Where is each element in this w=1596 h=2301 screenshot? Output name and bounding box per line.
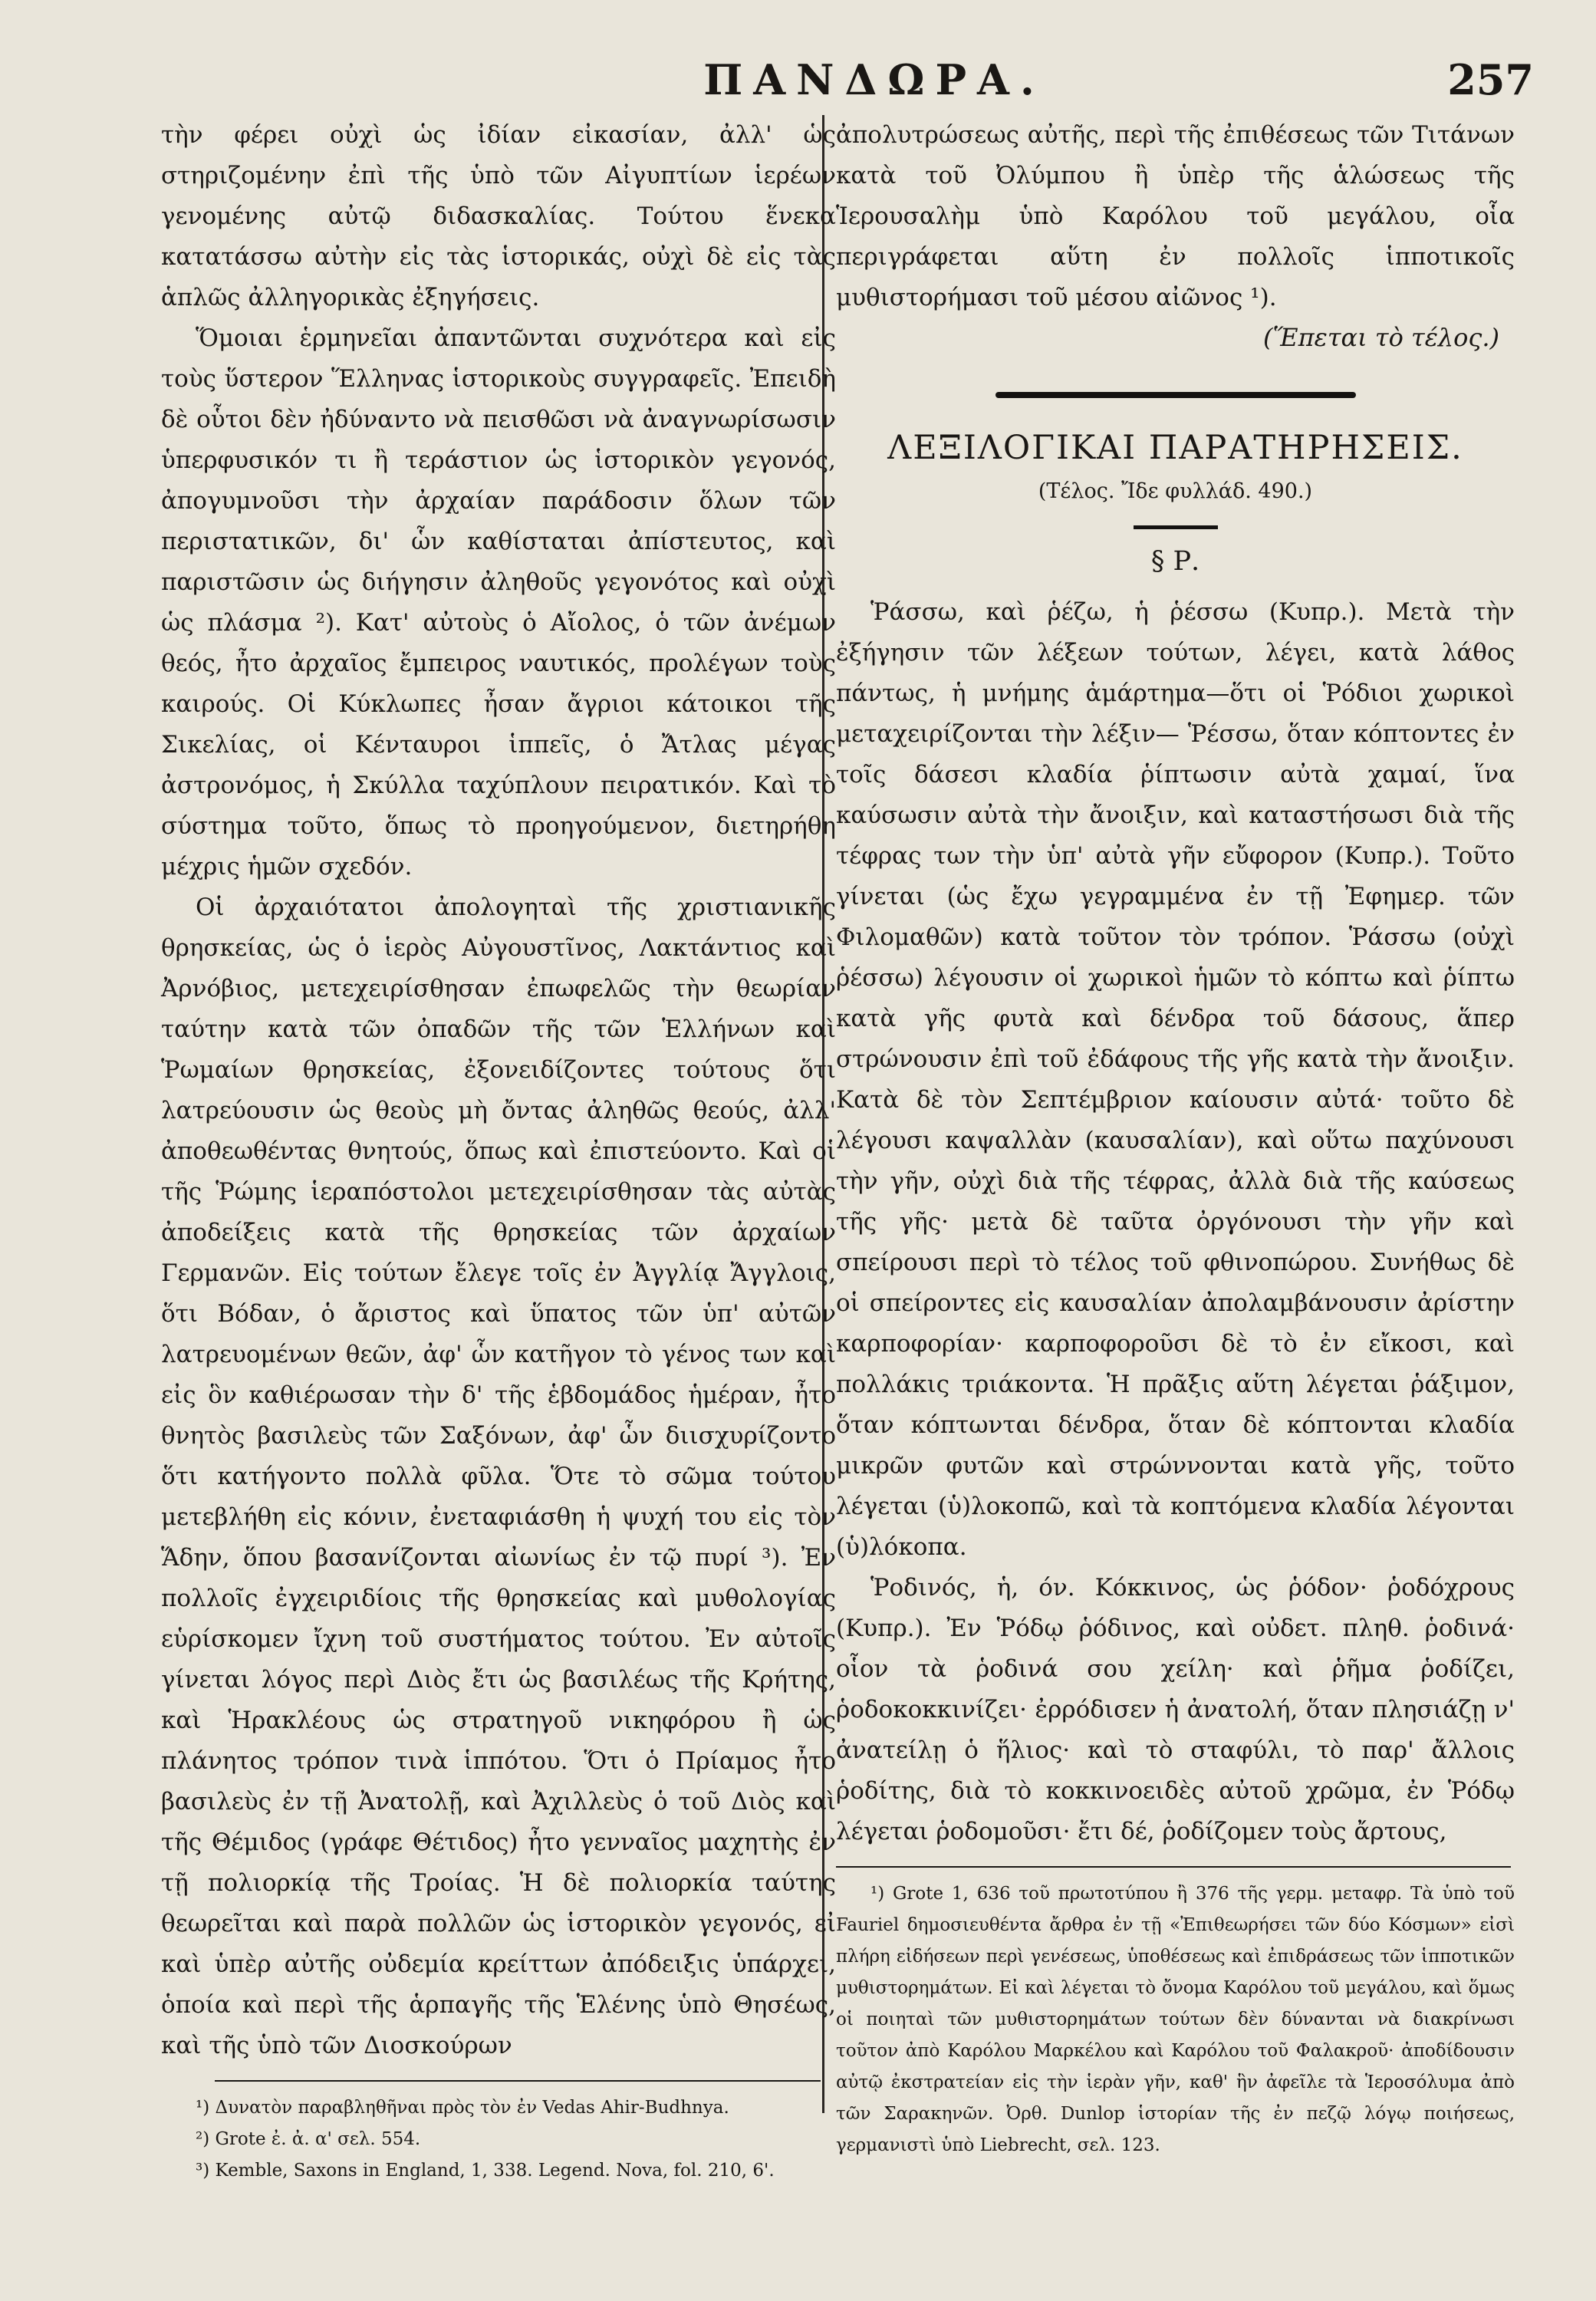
article-title: ΛΕΞΙΛΟΓΙΚΑΙ ΠΑΡΑΤΗΡΗΣΕΙΣ. [887,429,1463,467]
footnote-separator-right [836,1866,1511,1868]
page-number: 257 [1447,55,1534,104]
running-header [0,55,1596,117]
footnote-1: ¹) Δυνατὸν παραβληθῆναι πρὸς τὸν ἐν Vedas Ahir-Budhnya. [196,2098,729,2118]
section-heading: § Ρ. [1150,546,1200,577]
continued-note: (Ἕπεται τὸ τέλος.) [1263,323,1499,352]
article-subtitle: (Τέλος. Ἴδε φυλλάδ. 490.) [1038,479,1313,503]
right-footnotes [836,1878,1515,2161]
footnote-2: ²) Grote ἐ. ἀ. α' σελ. 554. [196,2129,421,2149]
left-column [161,115,836,2187]
continuation-text: ἀπολυτρώσεως αὐτῆς, περὶ τῆς ἐπιθέσεως τῶν Τιτάνων κατὰ τοῦ Ὀλύμπου ἢ ὑπὲρ τῆς ἁλώσεως τῆς Ἱερουσαλὴμ ὑπὸ Καρόλου τοῦ μεγάλου, οἷα περιγράφεται αὕτη ἐν πολλοῖς ἱπποτικοῖς μυθιστορήμασι τοῦ μέσου αἰῶνος ¹). [836,121,1515,311]
running-title: ΠΑΝΔΩΡΑ. [703,55,1045,104]
article-divider [995,392,1356,398]
footnote-3: ³) Kemble, Saxons in England, 1, 338. Legend. Nova, fol. 210, 6'. [196,2161,775,2181]
left-paragraph-1: τὴν φέρει οὐχὶ ὡς ἰδίαν εἰκασίαν, ἀλλ' ὡς στηριζομένην ἐπὶ τῆς ὑπὸ τῶν Αἰγυπτίων ἱερέων γενομένης αὐτῷ διδασκαλίας. Τούτου ἕνεκα κατατάσσω αὐτὴν εἰς τὰς ἱστορικάς, οὐχὶ δὲ εἰς τὰς ἁπλῶς ἀλληγορικὰς ἐξηγήσεις. [161,121,836,311]
right-column [836,115,1515,2161]
left-footnotes [161,2092,836,2187]
footnote-separator [215,2080,821,2082]
article-paragraph-1: Ῥάσσω, καὶ ῥέζω, ἡ ῥέσσω (Κυπρ.). Μετὰ τὴν ἐξήγησιν τῶν λέξεων τούτων, λέγει, κατὰ λάθος πάντως, ἡ μνήμης ἁμάρτημα—ὅτι οἱ Ῥόδιοι χωρικοὶ μεταχειρίζονται τὴν λέξιν— Ῥέσσω, ὅταν κόπτοντες ἐν τοῖς δάσεσι κλαδία ῥίπτωσιν αὐτὰ χαμαί, ἵνα καύσωσιν αὐτὰ τὴν ἄνοιξιν, καὶ καταστήσωσι διὰ τῆς τέφρας των τὴν ὑπ' αὐτὰ γῆν εὔφορον (Κυπρ.). Τοῦτο γίνεται (ὡς ἔχω γεγραμμένα ἐν τῇ Ἐφημερ. τῶν Φιλομαθῶν) κατὰ τοῦτον τὸν τρόπον. Ῥάσσω (οὐχὶ ῥέσσω) λέγουσιν οἱ χωρικοὶ ἡμῶν τὸ κόπτω καὶ ῥίπτω κατὰ γῆς φυτὰ καὶ δένδρα τοῦ δάσους, ἅπερ στρώνουσιν ἐπὶ τοῦ ἐδάφους τῆς γῆς κατὰ τὴν ἄνοιξιν. Κατὰ δὲ τὸν Σεπτέμβριον καίουσιν αὐτά· τοῦτο δὲ λέγουσι καψαλλὰν (καυσαλίαν), καὶ οὕτω παχύνουσι τὴν γῆν, οὐχὶ διὰ τῆς τέφρας, ἀλλὰ διὰ τῆς καύσεως τῆς γῆς· μετὰ δὲ ταῦτα ὀργόνουσι τὴν γῆν καὶ σπείρουσι περὶ τὸ τέλος τοῦ φθινοπώρου. Συνήθως δὲ οἱ σπείροντες εἰς καυσαλίαν ἀπολαμβάνουσιν ἀρίστην καρποφορίαν· καρποφοροῦσι δὲ τὸ ἐν εἴκοσι, καὶ πολλάκις τριάκοντα. Ἡ πρᾶξις αὕτη λέγεται ῥάξιμον, ὅταν κόπτωνται δένδρα, ὅταν δὲ κόπτονται κλαδία μικρῶν φυτῶν καὶ στρώννονται κατὰ γῆς, τοῦτο λέγεται (ὑ)λοκοπῶ, καὶ τὰ κοπτόμενα κλαδία λέγονται (ὑ)λόκοπα. [836,598,1515,1561]
footnote-right-1: ¹) Grote 1, 636 τοῦ πρωτοτύπου ἢ 376 τῆς γερμ. μεταφρ. Τὰ ὑπὸ τοῦ Fauriel δημοσιευθέντα ἄρθρα ἐν τῇ «Ἐπιθεωρήσει τῶν δύο Κόσμων» εἰσὶ πλήρη εἰδήσεων περὶ γενέσεως, ὑποθέσεως καὶ ἐπιδράσεως τῶν ἱπποτικῶν μυθιστορημάτων. Εἰ καὶ λέγεται τὸ ὄνομα Καρόλου τοῦ μεγάλου, καὶ ὅμως οἱ ποιηταὶ τῶν μυθιστορημάτων τούτων δὲν δύνανται νὰ διακρίνωσι τοῦτον ἀπὸ Καρόλου Μαρκέλου καὶ Καρόλου τοῦ Φαλακροῦ· ἀποδίδουσιν αὐτῷ ἐκστρατείαν εἰς τὴν ἱερὰν γῆν, καθ' ἣν ἀφεῖλε τὰ Ἱεροσόλυμα ἀπὸ τῶν Σαρακηνῶν. Ὀρθ. Dunlop ἱστορίαν τῆς ἐν πεζῷ λόγῳ ποιήσεως, γερμανιστὶ ὑπὸ Liebrecht, σελ. 123. [836,1884,1515,2155]
article-paragraph-2: Ῥοδινός, ἡ, όν. Κόκκινος, ὡς ῥόδον· ῥοδόχρους (Κυπρ.). Ἐν Ῥόδῳ ῥόδινος, καὶ οὐδετ. πληθ. ῥοδινά· οἷον τὰ ῥοδινά σου χείλη· καὶ ῥῆμα ῥοδίζει, ῥοδοκοκκινίζει· ἐρρόδισεν ἡ ἀνατολή, ὅταν πλησιάζῃ ν' ἀνατείλῃ ὁ ἥλιος· καὶ τὸ σταφύλι, τὸ παρ' ἄλλοις ῥοδίτης, διὰ τὸ κοκκινοειδὲς αὐτοῦ χρῶμα, ἐν Ῥόδῳ λέγεται ῥοδομοῦσι· ἔτι δέ, ῥοδίζομεν τοὺς ἄρτους, [836,1574,1515,1845]
left-paragraph-3: Οἱ ἀρχαιότατοι ἀπολογηταὶ τῆς χριστιανικῆς θρησκείας, ὡς ὁ ἱερὸς Αὐγουστῖνος, Λακτάντιος καὶ Ἀρνόβιος, μετεχειρίσθησαν ἐπωφελῶς τὴν θεωρίαν ταύτην κατὰ τῶν ὀπαδῶν τῆς τῶν Ἑλλήνων καὶ Ῥωμαίων θρησκείας, ἐξονειδίζοντες τούτους ὅτι λατρεύουσιν ὡς θεοὺς μὴ ὄντας ἀληθῶς θεούς, ἀλλ' ἀποθεωθέντας θνητούς, ὅπως καὶ ἐπιστεύοντο. Καὶ οἱ τῆς Ῥώμης ἱεραπόστολοι μετεχειρίσθησαν τὰς αὐτὰς ἀποδείξεις κατὰ τῆς θρησκείας τῶν ἀρχαίων Γερμανῶν. Εἰς τούτων ἔλεγε τοῖς ἐν Ἀγγλίᾳ Ἄγγλοις, ὅτι Βόδαν, ὁ ἄριστος καὶ ὕπατος τῶν ὑπ' αὐτῶν λατρευομένων θεῶν, ἀφ' ὧν κατῆγον τὸ γένος των καὶ εἰς ὃν καθιέρωσαν τὴν δ' τῆς ἑβδομάδος ἡμέραν, ἦτο θνητὸς βασιλεὺς τῶν Σαξόνων, ἀφ' ὧν διισχυρίζοντο ὅτι κατήγοντο πολλὰ φῦλα. Ὅτε τὸ σῶμα τούτου μετεβλήθη εἰς κόνιν, ἐνεταφιάσθη ἡ ψυχή του εἰς τὸν Ἅδην, ὅπου βασανίζονται αἰωνίως ἐν τῷ πυρί ³). Ἐν πολλοῖς ἐγχειριδίοις τῆς θρησκείας καὶ μυθολογίας εὑρίσκομεν ἴχνη τοῦ συστήματος τούτου. Ἐν αὐτοῖς γίνεται λόγος περὶ Διὸς ἔτι ὡς βασιλέως τῆς Κρήτης, καὶ Ἡρακλέους ὡς στρατηγοῦ νικηφόρου ἢ ὡς πλάνητος τρόπον τινὰ ἱππότου. Ὅτι ὁ Πρίαμος ἦτο βασιλεὺς ἐν τῇ Ἀνατολῇ, καὶ Ἀχιλλεὺς ὁ τοῦ Διὸς καὶ τῆς Θέμιδος (γράφε Θέτιδος) ἦτο γενναῖος μαχητὴς ἐν τῇ πολιορκίᾳ τῆς Τροίας. Ἡ δὲ πολιορκία ταύτης θεωρεῖται καὶ παρὰ πολλῶν ὡς ἱστορικὸν γεγονός, εἰ καὶ ὑπὲρ αὐτῆς οὐδεμία κρείττων ἀπόδειξις ὑπάρχει, ὁποία καὶ περὶ τῆς ἁρπαγῆς τῆς Ἑλένης ὑπὸ Θησέως, καὶ τῆς ὑπὸ τῶν Διοσκούρων [161,894,836,2059]
left-paragraph-2: Ὅμοιαι ἑρμηνεῖαι ἀπαντῶνται συχνότερα καὶ εἰς τοὺς ὕστερον Ἕλληνας ἱστορικοὺς συγγραφεῖς. Ἐπειδὴ δὲ οὗτοι δὲν ἠδύναντο νὰ πεισθῶσι νὰ ἀναγνωρίσωσιν ὑπερφυσικόν τι ἢ τεράστιον ὡς ἱστορικὸν γεγονός, ἀπογυμνοῦσι τὴν ἀρχαίαν παράδοσιν ὅλων τῶν περιστατικῶν, δι' ὧν καθίσταται ἀπίστευτος, καὶ παριστῶσιν ὡς διήγησιν ἀληθοῦς γεγονότος καὶ οὐχὶ ὡς πλάσμα ²). Κατ' αὐτοὺς ὁ Αἴολος, ὁ τῶν ἀνέμων θεός, ἦτο ἀρχαῖος ἔμπειρος ναυτικός, προλέγων τοὺς καιρούς. Οἱ Κύκλωπες ἦσαν ἄγριοι κάτοικοι τῆς Σικελίας, οἱ Κένταυροι ἱππεῖς, ὁ Ἄτλας μέγας ἀστρονόμος, ἡ Σκύλλα ταχύπλουν πειρατικόν. Καὶ τὸ σύστημα τοῦτο, ὅπως τὸ προηγούμενον, διετηρήθη μέχρις ἡμῶν σχεδόν. [161,324,836,881]
section-rule [1134,525,1218,529]
